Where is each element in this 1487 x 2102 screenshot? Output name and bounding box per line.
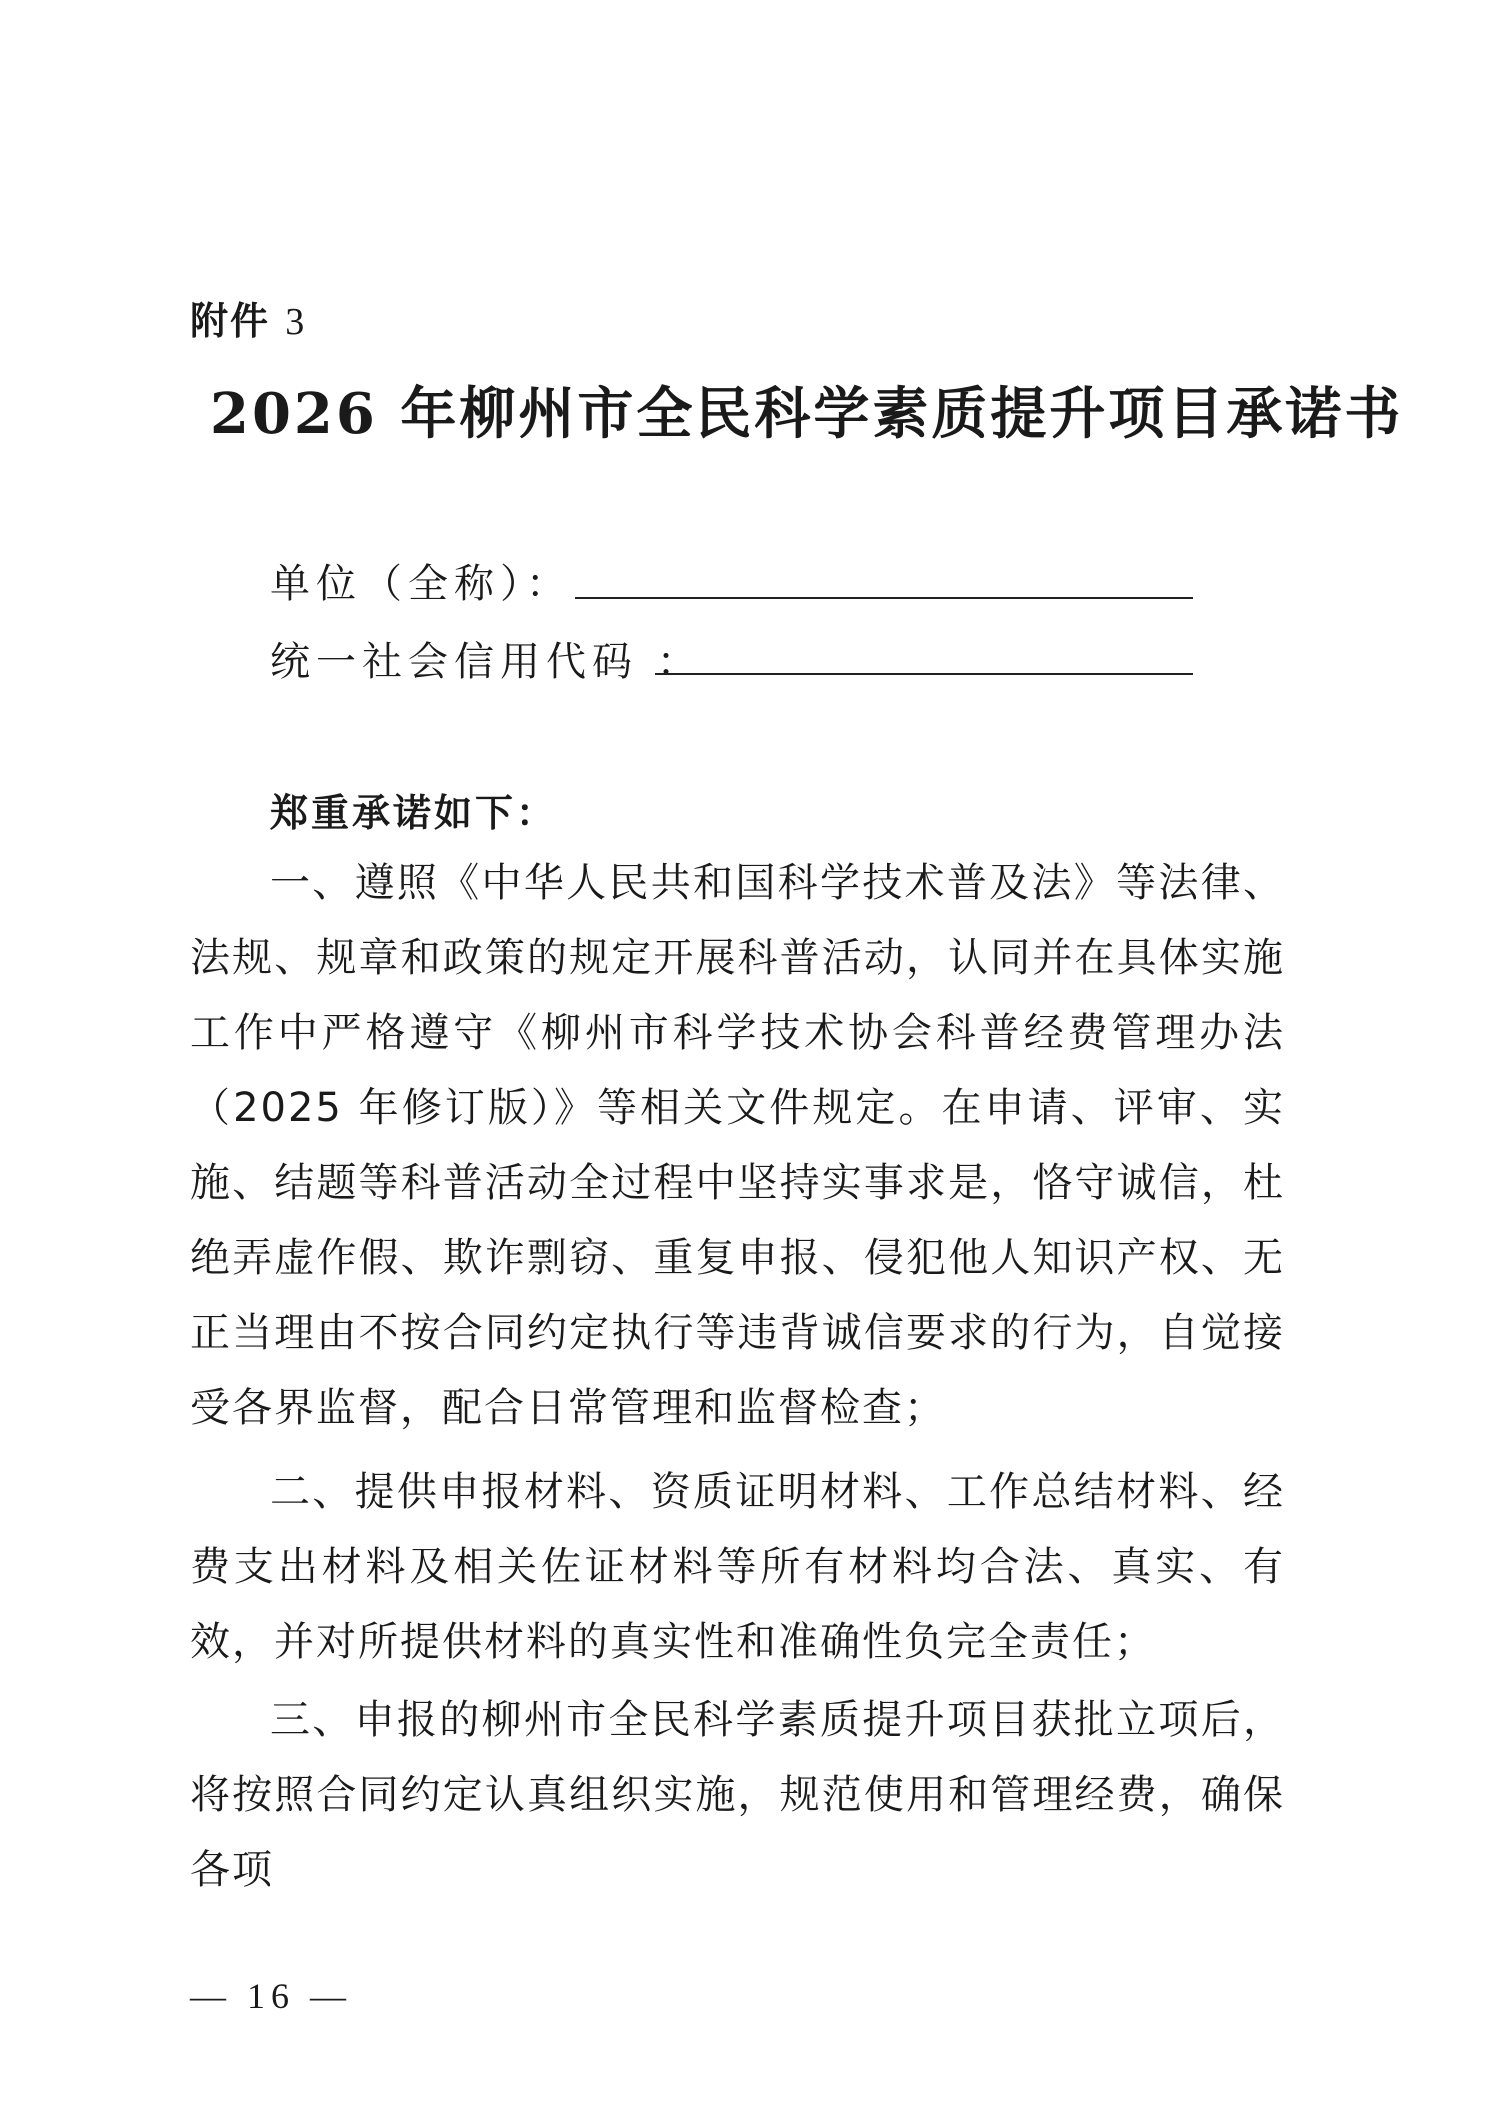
pledge-paragraph-1: 一、遵照《中华人民共和国科学技术普及法》等法律、法规、规章和政策的规定开展科普活动，认同并在具体实施工作中严格遵守《柳州市科学技术协会科普经费管理办法（2025 年修订版）》等相关文件规定。在申请、评审、实施、结题等科普活动全过程中坚持实事求是，恪守诚信，杜绝弄虚作假、欺诈剽窃、重复申报、侵犯他人知识产权、无正当理由不按合同约定执行等违背诚信要求的行为，自觉接受各界监督，配合日常管理和监督检查； — [190, 860, 1285, 1431]
pledge-heading: 郑重承诺如下： — [270, 791, 558, 835]
credit-code-blank-line — [655, 673, 1193, 675]
unit-name-label: 单位（全称）： — [270, 561, 572, 607]
attachment-number: 3 — [285, 301, 307, 343]
attachment-label — [190, 290, 306, 345]
attachment-text: 附件 — [190, 299, 271, 343]
pledge-paragraph-3: 三、申报的柳州市全民科学素质提升项目获批立项后，将按照合同约定认真组织实施，规范使用和管理经费，确保各项 — [190, 1697, 1285, 1893]
page-number: — 16 — — [190, 1976, 352, 2016]
page-title: 2026 年柳州市全民科学素质提升项目承诺书 — [210, 381, 1404, 447]
credit-code-label: 统一社会信用代码 ： — [270, 639, 703, 685]
unit-name-blank-line — [575, 597, 1193, 599]
pledge-paragraph-2: 二、提供申报材料、资质证明材料、工作总结材料、经费支出材料及相关佐证材料等所有材料均合法、真实、有效，并对所提供材料的真实性和准确性负完全责任； — [190, 1469, 1285, 1665]
